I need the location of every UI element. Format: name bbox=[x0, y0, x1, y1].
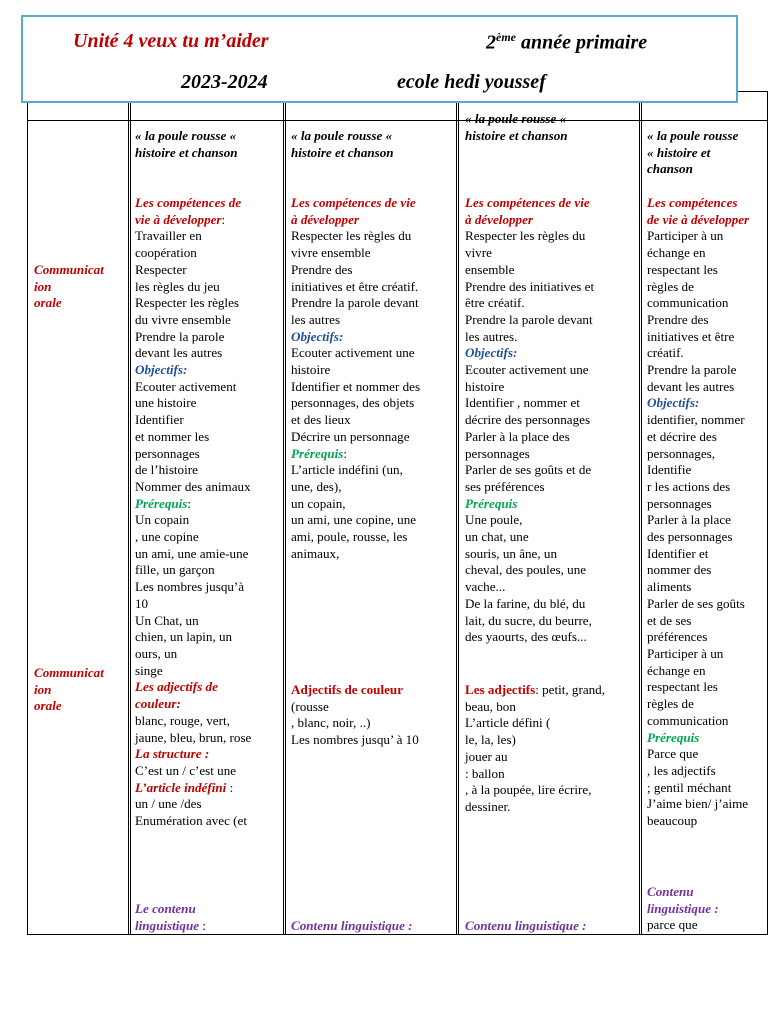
adjectif-item: dessiner. bbox=[465, 798, 511, 814]
col-divider-3 bbox=[456, 91, 457, 935]
objectif-item: Identifier , nommer et bbox=[465, 395, 580, 411]
competences-label: à développer bbox=[465, 211, 533, 227]
objectif-item: et des lieux bbox=[291, 412, 351, 428]
column-title: histoire et chanson bbox=[291, 144, 394, 160]
competence-item: vivre bbox=[465, 245, 492, 261]
prerequis-item: un ami, une amie-une bbox=[135, 545, 249, 561]
objectif-item: histoire bbox=[465, 378, 505, 394]
competence-item: Prendre la parole bbox=[135, 328, 225, 344]
prerequis-item: , les adjectifs bbox=[647, 762, 716, 778]
prerequis-item: Parce que bbox=[647, 746, 699, 762]
adjectif-item: (rousse bbox=[291, 698, 329, 714]
competence-item: règles de bbox=[647, 278, 694, 294]
prerequis-item: Une poule, bbox=[465, 512, 523, 528]
col-divider-1b bbox=[130, 91, 131, 935]
prerequis-label: Prérequis bbox=[647, 729, 700, 745]
lesson-column-2-adjectifs bbox=[291, 682, 419, 749]
prerequis-item: Un copain bbox=[135, 512, 190, 528]
competence-item: Prendre la parole devant bbox=[465, 311, 593, 327]
col-divider-2b bbox=[285, 91, 286, 935]
competence-item: Respecter les règles du bbox=[291, 228, 412, 244]
objectif-item: Ecouter activement une bbox=[465, 362, 589, 378]
objectif-item: personnages, des objets bbox=[291, 395, 415, 411]
competences-label: Les compétences de bbox=[135, 195, 242, 210]
domain-label-1: Communicat ion orale bbox=[34, 262, 104, 311]
column-title: histoire et chanson bbox=[465, 127, 568, 143]
adjectif-item: : ballon bbox=[465, 765, 505, 781]
objectif-item: des personnages bbox=[647, 529, 733, 545]
prerequis-label: Prérequis bbox=[291, 445, 344, 461]
col-divider-2 bbox=[283, 91, 284, 935]
adjectif-item: jouer au bbox=[465, 748, 508, 764]
contenu-linguistique-2: Contenu linguistique : bbox=[291, 918, 413, 933]
adjectifs-label: couleur: bbox=[135, 696, 181, 712]
objectif-item: histoire bbox=[291, 362, 331, 378]
objectif-item: r les actions des bbox=[647, 478, 731, 494]
competence-item: Prendre des bbox=[291, 261, 353, 277]
competences-label: Les compétences de vie bbox=[291, 195, 416, 210]
lesson-column-3-body bbox=[465, 195, 594, 646]
col-divider-4 bbox=[639, 91, 640, 935]
column-title: « la poule rousse « bbox=[135, 128, 237, 143]
objectif-item: Parler de ses goûts bbox=[647, 595, 745, 611]
prerequis-item: L’article indéfini (un, bbox=[291, 462, 403, 478]
objectif-item: Identifier et bbox=[647, 545, 709, 561]
prerequis-item: Un Chat, un bbox=[135, 612, 199, 628]
col-divider-3b bbox=[458, 91, 459, 935]
objectifs-label: Objectifs: bbox=[291, 328, 344, 344]
adjectif-item: beau, bon bbox=[465, 698, 516, 714]
objectif-item: communication bbox=[647, 712, 729, 728]
objectif-item: Ecouter activement bbox=[135, 378, 237, 394]
competence-item: les règles du jeu bbox=[135, 278, 220, 294]
column-title: « la poule rousse « bbox=[291, 128, 393, 143]
adjectif-item: , blanc, noir, ..) bbox=[291, 715, 371, 731]
grade-title: 2ème année primaire bbox=[486, 30, 648, 54]
objectif-item: une histoire bbox=[135, 395, 197, 411]
competence-item: Prendre la parole bbox=[647, 362, 737, 378]
school-year: 2023-2024 bbox=[181, 71, 268, 93]
prerequis-item: ; gentil méchant bbox=[647, 779, 732, 795]
adjectif-item: blanc, rouge, vert, bbox=[135, 712, 230, 728]
article-item: Enumération avec (et bbox=[135, 813, 247, 829]
objectif-item: personnages bbox=[135, 445, 200, 461]
competence-item: Respecter les règles bbox=[135, 295, 239, 311]
objectif-item: ses préférences bbox=[465, 478, 545, 494]
adjectif-item: jaune, bleu, brun, rose bbox=[135, 729, 252, 745]
header-box bbox=[21, 15, 738, 103]
prerequis-item: souris, un âne, un bbox=[465, 545, 558, 561]
column-title: histoire et chanson bbox=[135, 144, 238, 160]
prerequis-item: cheval, des poules, une bbox=[465, 562, 587, 578]
objectif-item: Décrire un personnage bbox=[291, 428, 410, 444]
objectif-item: Ecouter activement une bbox=[291, 345, 415, 361]
column-title: « la poule rousse bbox=[647, 128, 739, 143]
prerequis-item: des yaourts, des œufs... bbox=[465, 629, 587, 645]
competence-item: respectant les bbox=[647, 261, 718, 277]
objectif-item: Parler de ses goûts et de bbox=[465, 462, 592, 478]
objectif-item: décrire des personnages bbox=[465, 412, 591, 428]
competences-label: vie à développer bbox=[135, 211, 222, 227]
prerequis-item: un copain, bbox=[291, 495, 346, 511]
competence-item: devant les autres bbox=[647, 378, 735, 394]
objectif-item: Parler à la place des bbox=[465, 428, 570, 444]
objectifs-label: Objectifs: bbox=[135, 362, 188, 378]
competence-item: les autres bbox=[291, 311, 341, 327]
column-title: chanson bbox=[647, 161, 693, 177]
adjectifs-label: Les adjectifs de bbox=[135, 679, 218, 695]
adjectif-item: le, la, les) bbox=[465, 732, 516, 748]
structure-label: La structure : bbox=[135, 746, 210, 762]
objectif-item: de l’histoire bbox=[135, 462, 198, 478]
adjectifs-label: Adjectifs de couleur bbox=[291, 682, 404, 697]
competence-item: vivre ensemble bbox=[291, 245, 371, 261]
competence-item: du vivre ensemble bbox=[135, 311, 231, 327]
objectif-item: préférences bbox=[647, 629, 708, 645]
adjectifs-label: Les adjectifs bbox=[465, 682, 536, 697]
prerequis-item: J’aime bien/ j’aime bbox=[647, 796, 749, 812]
prerequis-item: vache... bbox=[465, 579, 506, 595]
prerequis-item: singe bbox=[135, 662, 163, 678]
lesson-column-3 bbox=[465, 111, 568, 144]
competence-item: initiatives et être créatif. bbox=[291, 278, 419, 294]
objectif-item: nommer des bbox=[647, 562, 712, 578]
competence-item: échange en bbox=[647, 245, 706, 261]
col-divider-1 bbox=[128, 91, 129, 935]
prerequis-item: 10 bbox=[135, 595, 149, 611]
objectif-item: règles de bbox=[647, 696, 694, 712]
objectifs-label: Objectifs: bbox=[465, 345, 518, 361]
objectifs-label: Objectifs: bbox=[647, 395, 700, 411]
competences-label: à développer bbox=[291, 211, 359, 227]
competence-item: Participer à un bbox=[647, 228, 724, 244]
table-left-border bbox=[27, 91, 28, 935]
competence-item: Prendre la parole devant bbox=[291, 295, 419, 311]
lesson-column-2 bbox=[291, 128, 394, 161]
lesson-column-3-adjectifs: Les adjectifs: petit, grand, beau, bon L’article défini ( le, la, les) jouer au : ballon , à la poupée, lire écrire, dessiner. bbox=[465, 682, 606, 814]
adjectif-item: , à la poupée, lire écrire, bbox=[465, 782, 592, 798]
prerequis-item: ours, un bbox=[135, 645, 178, 661]
column-title: « la poule rousse « bbox=[465, 111, 567, 126]
objectif-item: et nommer les bbox=[135, 428, 210, 444]
objectif-item: Participer à un bbox=[647, 645, 724, 661]
objectif-item: Identifier et nommer des bbox=[291, 378, 421, 394]
article-item: un / une /des bbox=[135, 796, 202, 812]
school-name: ecole hedi youssef bbox=[397, 71, 546, 93]
competences-label: de vie à développer bbox=[647, 211, 750, 227]
competence-item: créatif. bbox=[647, 345, 684, 361]
competence-item: Travailler en bbox=[135, 228, 202, 244]
objectif-item: Identifie bbox=[647, 462, 692, 478]
prerequis-item: Les nombres jusqu’à bbox=[135, 579, 245, 595]
competence-item: ensemble bbox=[465, 261, 515, 277]
lesson-column-4 bbox=[647, 128, 738, 178]
unit-title: Unité 4 veux tu m’aider bbox=[73, 30, 269, 52]
article-label: L’article indéfini bbox=[135, 779, 227, 795]
col-divider-4b bbox=[641, 91, 642, 935]
competence-item: être créatif. bbox=[465, 295, 525, 311]
objectif-item: et de ses bbox=[647, 612, 692, 628]
lesson-column-1 bbox=[135, 128, 238, 161]
competence-item: Prendre des bbox=[647, 311, 709, 327]
objectif-item: respectant les bbox=[647, 679, 718, 695]
prerequis-label: Prérequis bbox=[135, 495, 188, 511]
prerequis-item: une, des), bbox=[291, 478, 342, 494]
domain-label-2: Communicat ion orale bbox=[34, 665, 104, 714]
objectif-item: Identifier bbox=[135, 412, 184, 428]
objectif-item: personnages bbox=[647, 495, 712, 511]
competences-label: Les compétences de vie bbox=[465, 195, 590, 210]
competence-item: coopération bbox=[135, 245, 197, 261]
table-header-divider bbox=[27, 120, 768, 121]
adjectif-item: Les nombres jusqu’ à 10 bbox=[291, 732, 419, 748]
competence-item: Prendre des initiatives et bbox=[465, 278, 595, 294]
objectif-item: Parler à la place bbox=[647, 512, 731, 528]
objectif-item: et décrire des bbox=[647, 428, 717, 444]
competence-item: les autres. bbox=[465, 328, 518, 344]
column-title: « histoire et bbox=[647, 144, 711, 160]
prerequis-item: De la farine, du blé, du bbox=[465, 595, 586, 611]
prerequis-item: , une copine bbox=[135, 529, 199, 545]
prerequis-label: Prérequis bbox=[465, 495, 518, 511]
prerequis-item: un ami, une copine, une bbox=[291, 512, 417, 528]
objectif-item: personnages bbox=[465, 445, 530, 461]
competence-item: Respecter les règles du bbox=[465, 228, 586, 244]
contenu-linguistique-1: Le contenu linguistique : bbox=[135, 901, 206, 933]
objectif-item: Nommer des animaux bbox=[135, 478, 251, 494]
contenu-linguistique-3: Contenu linguistique : bbox=[465, 918, 587, 933]
objectif-item: personnages, bbox=[647, 445, 715, 461]
competence-item: devant les autres bbox=[135, 345, 223, 361]
objectif-item: aliments bbox=[647, 579, 692, 595]
competence-item: communication bbox=[647, 295, 729, 311]
prerequis-item: beaucoup bbox=[647, 813, 698, 829]
competence-item: initiatives et être bbox=[647, 328, 735, 344]
objectif-item: échange en bbox=[647, 662, 706, 678]
lesson-column-2-body: Les compétences de vie à développer Respecter les règles du vivre ensemble Prendre des initiatives et être créatif. Prendre la parole devant les autres Objectifs: Ecouter activement une histoire Identifier et nommer des personnages, des objets et des lieux Décrire un personnage Prérequis: L’article indéfini (un, une, des), un copain, un ami, une copine, une ami, poule, rousse, les animaux, bbox=[291, 195, 421, 561]
prerequis-item: animaux, bbox=[291, 545, 340, 561]
prerequis-item: un chat, une bbox=[465, 529, 529, 545]
competence-item: Respecter bbox=[135, 261, 187, 277]
prerequis-item: chien, un lapin, un bbox=[135, 629, 233, 645]
prerequis-item: ami, poule, rousse, les bbox=[291, 529, 408, 545]
lesson-column-4-body bbox=[647, 195, 749, 830]
contenu-linguistique-4: Contenu linguistique : parce que bbox=[647, 884, 719, 933]
lesson-column-1-body: Les compétences de vie à développer: Travailler en coopération Respecter les règles du jeu Respecter les règles du vivre ensemble Prendre la parole devant les autres Objectifs: Ecouter activement une histoire Identifier et nommer les personnages de l’histoire Nommer des animaux Prérequis: Un copain , une copine un ami, une amie-une fille, un garçon Les nombres jusqu’à 10 Un Chat, un chien, un lapin, un ours, un singe Les adjectifs de couleur: blanc, rouge, vert, jaune, bleu, brun, rose La structure : C’est un / c’est une L’article indéfini : un / une /des Enumération avec (et bbox=[135, 195, 252, 829]
competences-label: Les compétences bbox=[647, 195, 738, 210]
objectif-item: identifier, nommer bbox=[647, 412, 745, 428]
prerequis-item: lait, du sucre, du beurre, bbox=[465, 612, 592, 628]
adjectif-item: L’article défini ( bbox=[465, 715, 551, 731]
prerequis-item: fille, un garçon bbox=[135, 562, 215, 578]
structure-item: C’est un / c’est une bbox=[135, 762, 237, 778]
